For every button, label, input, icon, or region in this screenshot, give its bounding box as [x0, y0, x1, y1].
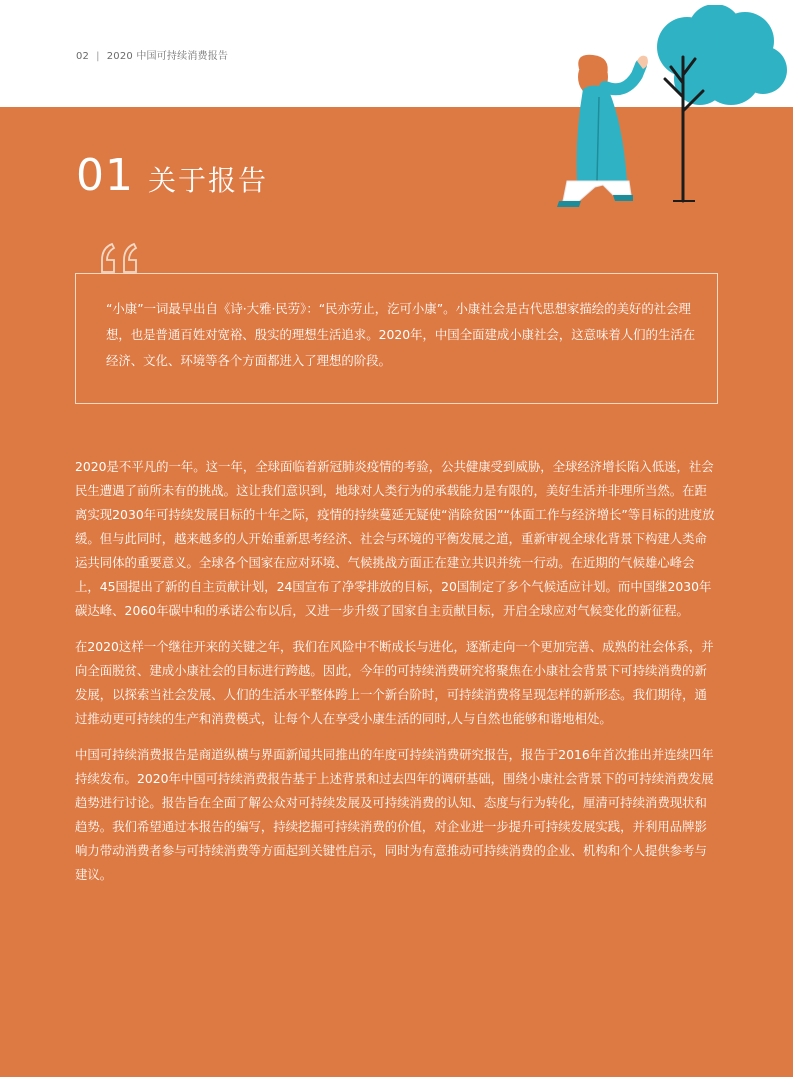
paragraph-3: 中国可持续消费报告是商道纵横与界面新闻共同推出的年度可持续消费研究报告，报告于2016年首次推出并连续四年持续发布。2020年中国可持续消费报告基于上述背景和过去四年的调研基础，围绕小康社会背景下的可持续消费发展趋势进行讨论。报告旨在全面了解公众对可持续发展及可持续消费的认知、态度与行为转化，厘清可持续消费现状和趋势。我们希望通过本报告的编写，持续挖掘可持续消费的价值，对企业进一步提升可持续发展实践，并利用品牌影响力带动消费者参与可持续消费等方面起到关键性启示，同时为有意推动可持续消费的企业、机构和个人提供参考与建议。 [75, 747, 714, 882]
woman-figure-icon [557, 55, 648, 207]
quotation-mark-icon [96, 240, 142, 276]
body-text [75, 455, 719, 899]
section-number: 01 [76, 150, 134, 201]
paragraph-1: 2020是不平凡的一年。这一年，全球面临着新冠肺炎疫情的考验，公共健康受到威胁，全球经济增长陷入低迷，社会民生遭遇了前所未有的挑战。这让我们意识到，地球对人类行为的承载能力是有限的，美好生活并非理所当然。在距离实现2030年可持续发展目标的十年之际，疫情的持续蔓延无疑使“消除贫困”“体面工作与经济增长”等目标的进度放缓。但与此同时，越来越多的人开始重新思考经济、社会与环境的平衡发展之道，重新审视全球化背景下构建人类命运共同体的重要意义。全球各个国家在应对环境、气候挑战方面正在建立共识并统一行动。在近期的气候雄心峰会上，45国提出了新的自主贡献计划，24国宣布了净零排放的目标，20国制定了多个气候适应计划。而中国继2030年碳达峰、2060年碳中和的承诺公布以后，又进一步升级了国家自主贡献目标，开启全球应对气候变化的新征程。 [75, 459, 715, 618]
quote-text: “小康”一词最早出自《诗·大雅·民劳》：“民亦劳止，汔可小康”。小康社会是古代思想家描绘的美好的社会理想，也是普通百姓对宽裕、殷实的理想生活追求。2020年，中国全面建成小康社会，这意味着人们的生活在经济、文化、环境等各个方面都进入了理想的阶段。 [106, 301, 696, 368]
woman-with-tree-illustration [555, 5, 790, 210]
running-header [76, 47, 228, 62]
page-number: 02 [76, 51, 90, 62]
paragraph-2: 在2020这样一个继往开来的关键之年，我们在风险中不断成长与进化，逐渐走向一个更加完善、成熟的社会体系，并向全面脱贫、建成小康社会的目标进行跨越。因此，今年的可持续消费研究将聚焦在小康社会背景下可持续消费的新发展，以探索当社会发展、人们的生活水平整体跨上一个新台阶时，可持续消费将呈现怎样的新形态。我们期待，通过推动更可持续的生产和消费模式，让每个人在享受小康生活的同时,人与自然也能够和谐地相处。 [75, 639, 714, 726]
report-title: 2020 中国可持续消费报告 [106, 51, 229, 62]
header-separator: | [96, 51, 100, 62]
quote-box [75, 273, 718, 404]
section-heading [76, 150, 268, 201]
section-title: 关于报告 [148, 164, 269, 197]
tree-icon [657, 5, 787, 201]
